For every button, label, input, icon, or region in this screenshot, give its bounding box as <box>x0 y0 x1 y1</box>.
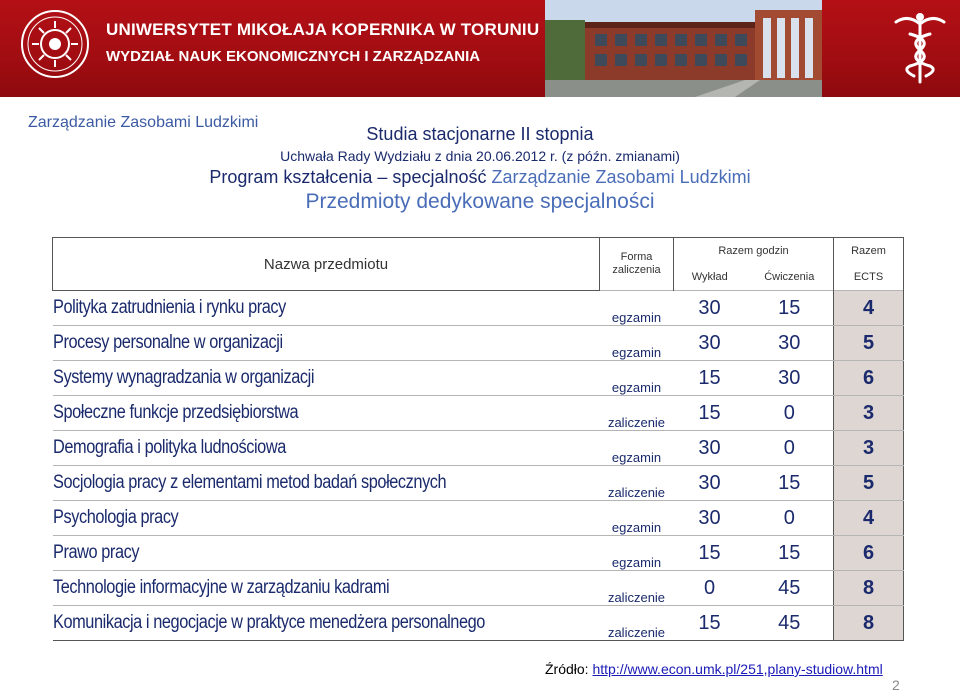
course-form: egzamin <box>600 431 674 466</box>
course-exercise-hours: 15 <box>746 536 834 571</box>
course-exercise-hours: 30 <box>746 326 834 361</box>
program-specialty: Zarządzanie Zasobami Ludzkimi <box>491 167 751 187</box>
course-name-text: Polityka zatrudnienia i rynku pracy <box>52 297 286 318</box>
column-header-form <box>600 238 674 291</box>
course-name-text: Procesy personalne w organizacji <box>52 332 283 353</box>
table-row <box>53 536 904 571</box>
course-exercise-hours: 15 <box>746 291 834 326</box>
course-exercise-hours: 15 <box>746 466 834 501</box>
column-header-lecture: Wykład <box>674 264 746 291</box>
course-name-text: Społeczne funkcje przedsiębiorstwa <box>52 402 298 423</box>
course-form: egzamin <box>600 501 674 536</box>
course-lecture-hours: 15 <box>674 361 746 396</box>
program-heading <box>0 167 960 188</box>
form-header-line2: zaliczenia <box>612 264 661 276</box>
course-form: zaliczenie <box>600 466 674 501</box>
course-lecture-hours: 30 <box>674 466 746 501</box>
course-name <box>53 361 600 396</box>
column-header-hours: Razem godzin <box>674 238 834 265</box>
table-row <box>53 606 904 641</box>
source-label: Źródło: <box>545 661 593 677</box>
course-ects: 6 <box>834 536 904 571</box>
course-lecture-hours: 30 <box>674 326 746 361</box>
form-header-line1: Forma <box>620 251 653 263</box>
column-header-total: Razem <box>834 238 904 265</box>
course-ects: 4 <box>834 501 904 536</box>
course-ects: 3 <box>834 431 904 466</box>
course-ects: 5 <box>834 466 904 501</box>
course-exercise-hours: 0 <box>746 431 834 466</box>
slide-title: Przedmioty dedykowane specjalności <box>305 190 655 213</box>
page-number: 2 <box>892 677 900 693</box>
course-exercise-hours: 0 <box>746 396 834 431</box>
resolution-note: Uchwała Rady Wydziału z dnia 20.06.2012 r. (z późn. zmianami) <box>280 148 680 164</box>
course-name <box>53 571 600 606</box>
table-row <box>53 501 904 536</box>
course-name <box>53 466 600 501</box>
header-banner <box>0 0 960 97</box>
course-ects: 8 <box>834 571 904 606</box>
courses-table-body <box>53 291 904 641</box>
program-prefix: Program kształcenia – specjalność <box>209 167 492 187</box>
course-name <box>53 326 600 361</box>
course-name-text: Prawo pracy <box>52 542 139 563</box>
course-name-text: Psychologia pracy <box>52 507 178 528</box>
table-row <box>53 431 904 466</box>
course-lecture-hours: 15 <box>674 606 746 641</box>
course-exercise-hours: 0 <box>746 501 834 536</box>
course-form: egzamin <box>600 536 674 571</box>
course-form: egzamin <box>600 326 674 361</box>
course-name-text: Socjologia pracy z elementami metod badań społecznych <box>52 472 446 493</box>
subject-label: Zarządzanie Zasobami Ludzkimi <box>28 114 259 131</box>
course-name-text: Technologie informacyjne w zarządzaniu kadrami <box>52 577 389 598</box>
course-name <box>53 501 600 536</box>
course-name <box>53 431 600 466</box>
course-form: egzamin <box>600 291 674 326</box>
column-header-ects: ECTS <box>834 264 904 291</box>
course-form: zaliczenie <box>600 396 674 431</box>
courses-table <box>52 237 904 641</box>
table-row <box>53 291 904 326</box>
course-name <box>53 536 600 571</box>
campus-building-photo <box>545 0 822 97</box>
study-type-heading: Studia stacjonarne II stopnia <box>366 124 594 144</box>
course-name-text: Systemy wynagradzania w organizacji <box>52 367 314 388</box>
course-exercise-hours: 30 <box>746 361 834 396</box>
course-ects: 4 <box>834 291 904 326</box>
course-name-text: Demografia i polityka ludnościowa <box>52 437 286 458</box>
course-lecture-hours: 0 <box>674 571 746 606</box>
course-name-text: Komunikacja i negocjacje w praktyce menedżera personalnego <box>52 612 485 633</box>
course-lecture-hours: 30 <box>674 431 746 466</box>
course-name <box>53 396 600 431</box>
course-lecture-hours: 15 <box>674 396 746 431</box>
course-exercise-hours: 45 <box>746 571 834 606</box>
course-ects: 8 <box>834 606 904 641</box>
university-name: UNIWERSYTET MIKOŁAJA KOPERNIKA W TORUNIU <box>106 20 540 39</box>
caduceus-emblem-icon <box>892 10 948 86</box>
table-row <box>53 571 904 606</box>
column-header-exercises: Ćwiczenia <box>764 271 815 283</box>
course-form: egzamin <box>600 361 674 396</box>
course-exercise-hours: 45 <box>746 606 834 641</box>
source-link[interactable]: http://www.econ.umk.pl/251,plany-studiow.html <box>592 661 883 677</box>
faculty-name: WYDZIAŁ NAUK EKONOMICZNYCH I ZARZĄDZANIA <box>106 48 481 65</box>
course-lecture-hours: 30 <box>674 501 746 536</box>
course-name <box>53 291 600 326</box>
table-row <box>53 361 904 396</box>
course-ects: 3 <box>834 396 904 431</box>
university-seal-icon <box>20 9 90 79</box>
source-note <box>545 661 883 677</box>
table-row <box>53 326 904 361</box>
course-ects: 6 <box>834 361 904 396</box>
course-lecture-hours: 30 <box>674 291 746 326</box>
course-lecture-hours: 15 <box>674 536 746 571</box>
table-row <box>53 466 904 501</box>
column-header-name: Nazwa przedmiotu <box>53 238 600 291</box>
course-form: zaliczenie <box>600 606 674 641</box>
table-row <box>53 396 904 431</box>
course-ects: 5 <box>834 326 904 361</box>
course-name <box>53 606 600 641</box>
course-form: zaliczenie <box>600 571 674 606</box>
